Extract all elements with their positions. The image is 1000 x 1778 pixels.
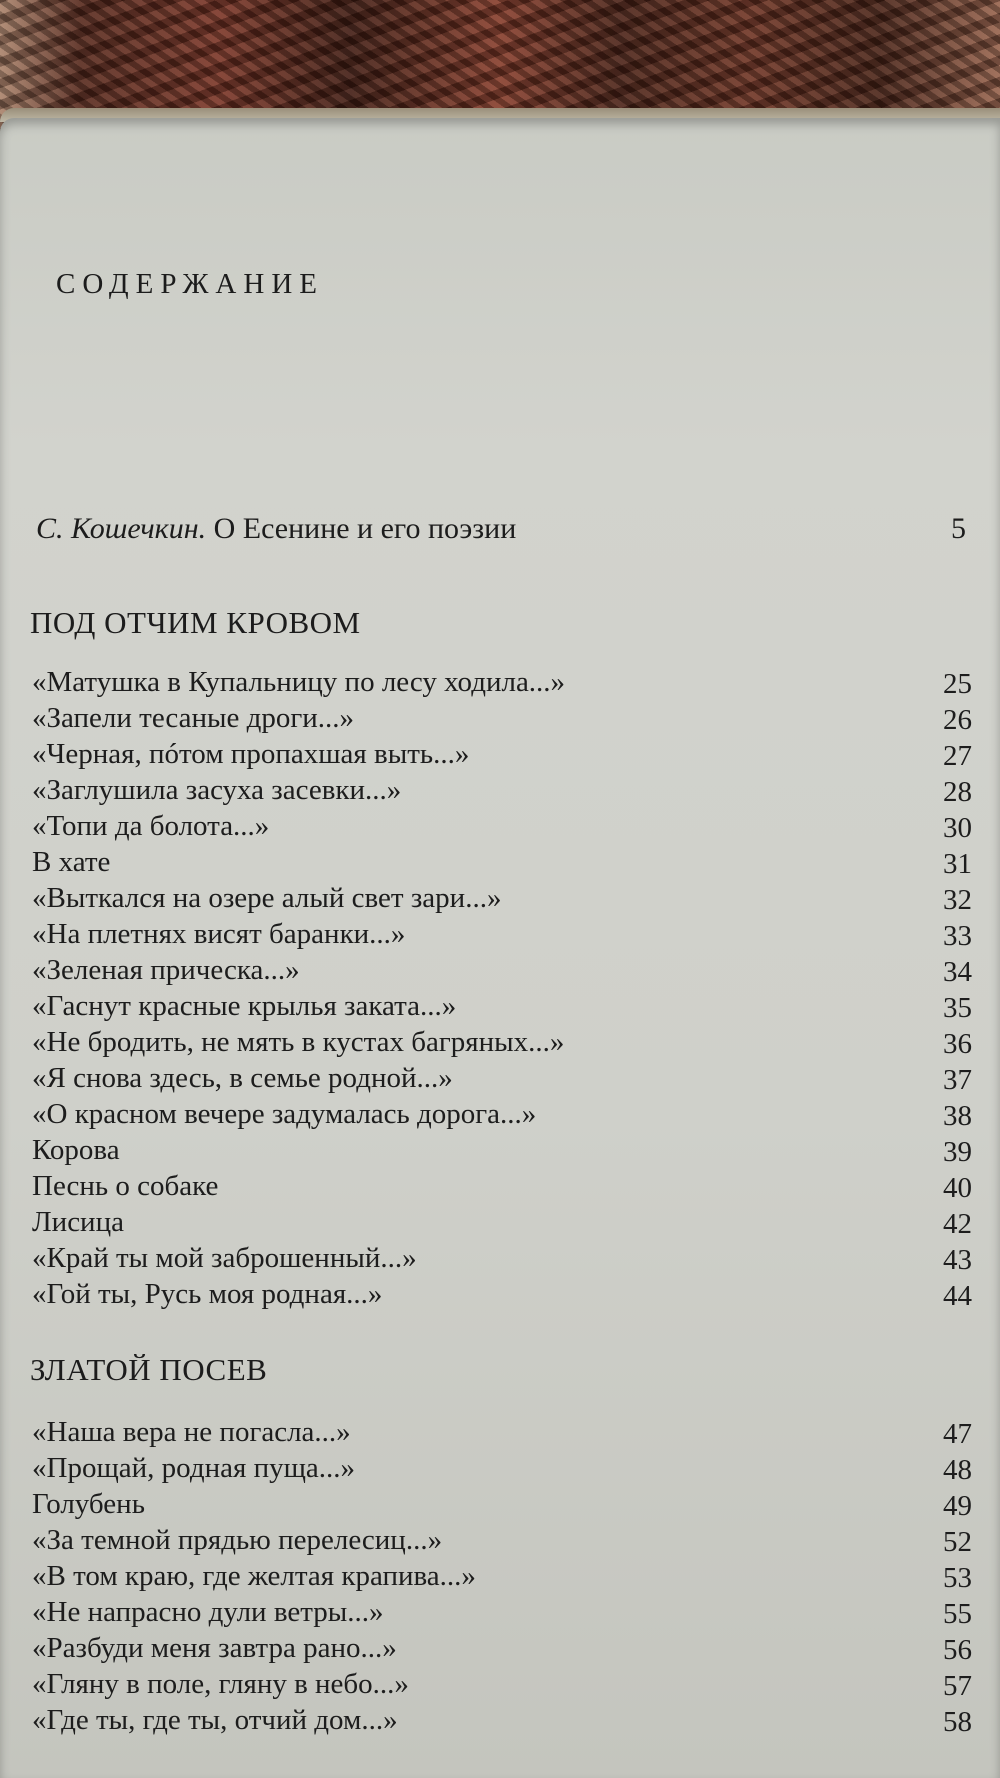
- toc-entry[interactable]: [32, 664, 972, 700]
- toc-entry-page-number: 39: [943, 1136, 972, 1168]
- toc-entry-page-number: 55: [943, 1598, 972, 1630]
- toc-entry-title: «Край ты мой заброшенный...»: [32, 1242, 417, 1274]
- toc-entry[interactable]: [32, 1702, 972, 1738]
- toc-entry-page-number: 40: [943, 1172, 972, 1204]
- toc-entry-title: «Не бродить, не мять в кустах багряных...»: [32, 1026, 565, 1058]
- toc-entry-page-number: 48: [943, 1454, 972, 1486]
- toc-entry-page-number: 37: [943, 1064, 972, 1096]
- toc-entry-page-number: 25: [943, 668, 972, 700]
- intro-author: С. Кошечкин.: [36, 512, 207, 545]
- toc-entry-page-number: 58: [943, 1706, 972, 1738]
- section-title: ПОД ОТЧИМ КРОВОМ: [30, 605, 361, 640]
- toc-entry-title: «Не напрасно дули ветры...»: [32, 1596, 384, 1628]
- toc-entry-title: «Разбуди меня завтра рано...»: [32, 1632, 397, 1664]
- toc-entry[interactable]: [32, 1666, 972, 1702]
- toc-list: [32, 664, 972, 1312]
- toc-entry-title: «О красном вечере задумалась дорога...»: [32, 1098, 537, 1130]
- toc-entry[interactable]: [32, 844, 972, 880]
- toc-entry[interactable]: [32, 952, 972, 988]
- section-title: ЗЛАТОЙ ПОСЕВ: [30, 1352, 268, 1387]
- toc-entry-title: «Наша вера не погасла...»: [32, 1416, 351, 1448]
- toc-entry[interactable]: [32, 1450, 972, 1486]
- toc-entry[interactable]: [32, 1132, 972, 1168]
- toc-entry[interactable]: [32, 1168, 972, 1204]
- toc-entry-title: Корова: [32, 1134, 120, 1166]
- toc-entry[interactable]: [32, 1240, 972, 1276]
- toc-entry[interactable]: [32, 1024, 972, 1060]
- toc-entry-page-number: 31: [943, 848, 972, 880]
- toc-entry[interactable]: [32, 772, 972, 808]
- toc-entry-title: «Гляну в поле, гляну в небо...»: [32, 1668, 409, 1700]
- toc-entry[interactable]: [32, 1414, 972, 1450]
- toc-entry-page-number: 26: [943, 704, 972, 736]
- toc-entry-title: «Где ты, где ты, отчий дом...»: [32, 1704, 398, 1736]
- toc-entry-page-number: 52: [943, 1526, 972, 1558]
- toc-entry-page-number: 34: [943, 956, 972, 988]
- toc-entry[interactable]: [32, 1276, 972, 1312]
- toc-entry-page-number: 49: [943, 1490, 972, 1522]
- toc-entry-title: «Запели тесаные дроги...»: [32, 702, 355, 734]
- toc-entry-title: В хате: [32, 846, 111, 878]
- toc-entry-page-number: 53: [943, 1562, 972, 1594]
- toc-entry-title: «Топи да болота...»: [32, 810, 270, 842]
- toc-list: [32, 1414, 972, 1738]
- toc-entry-page-number: 28: [943, 776, 972, 808]
- toc-entry-page-number: 32: [943, 884, 972, 916]
- toc-entry-page-number: 44: [943, 1280, 972, 1312]
- toc-entry-page-number: 43: [943, 1244, 972, 1276]
- toc-entry[interactable]: [32, 1060, 972, 1096]
- toc-entry-page-number: 42: [943, 1208, 972, 1240]
- toc-entry-title: «Гой ты, Русь моя родная...»: [32, 1278, 383, 1310]
- toc-entry-title: «Зеленая прическа...»: [32, 954, 300, 986]
- toc-entry[interactable]: [32, 1630, 972, 1666]
- intro-title: О Есенине и его поэзии: [213, 512, 517, 545]
- toc-entry-page-number: 47: [943, 1418, 972, 1450]
- toc-entry-page-number: 27: [943, 740, 972, 772]
- toc-entry[interactable]: [32, 880, 972, 916]
- toc-entry-page-number: 35: [943, 992, 972, 1024]
- toc-entry-title: «На плетнях висят баранки...»: [32, 918, 406, 950]
- toc-entry[interactable]: [32, 988, 972, 1024]
- toc-entry-title: «За темной прядью перелесиц...»: [32, 1524, 443, 1556]
- toc-entry[interactable]: [32, 736, 972, 772]
- toc-entry-title: «В том краю, где желтая крапива...»: [32, 1560, 476, 1592]
- toc-entry-title: Песнь о собаке: [32, 1170, 219, 1202]
- toc-entry-title: «Я снова здесь, в семье родной...»: [32, 1062, 453, 1094]
- toc-entry[interactable]: [32, 1096, 972, 1132]
- toc-entry[interactable]: [32, 1486, 972, 1522]
- toc-entry[interactable]: [32, 1594, 972, 1630]
- page-heading: СОДЕРЖАНИЕ: [56, 268, 324, 300]
- toc-entry[interactable]: [32, 1558, 972, 1594]
- intro-page-number: 5: [951, 512, 966, 545]
- toc-entry[interactable]: [32, 916, 972, 952]
- toc-entry-page-number: 38: [943, 1100, 972, 1132]
- toc-entry-title: «Гаснут красные крылья заката...»: [32, 990, 457, 1022]
- toc-entry-title: Голубень: [32, 1488, 145, 1520]
- toc-entry[interactable]: [32, 1522, 972, 1558]
- toc-entry-title: «Черная, пóтом пропахшая выть...»: [32, 738, 470, 770]
- toc-entry-page-number: 57: [943, 1670, 972, 1702]
- toc-entry-title: «Прощай, родная пуща...»: [32, 1452, 356, 1484]
- toc-entry-title: «Выткался на озере алый свет зари...»: [32, 882, 502, 914]
- toc-entry-page-number: 36: [943, 1028, 972, 1060]
- toc-entry[interactable]: [32, 700, 972, 736]
- toc-entry-page-number: 30: [943, 812, 972, 844]
- toc-entry-title: Лисица: [32, 1206, 124, 1238]
- toc-entry-title: «Матушка в Купальницу по лесу ходила...»: [32, 666, 566, 698]
- toc-entry-page-number: 56: [943, 1634, 972, 1666]
- toc-entry-title: «Заглушила засуха засевки...»: [32, 774, 402, 806]
- intro-entry[interactable]: [36, 512, 966, 552]
- toc-entry[interactable]: [32, 1204, 972, 1240]
- toc-entry-page-number: 33: [943, 920, 972, 952]
- toc-entry[interactable]: [32, 808, 972, 844]
